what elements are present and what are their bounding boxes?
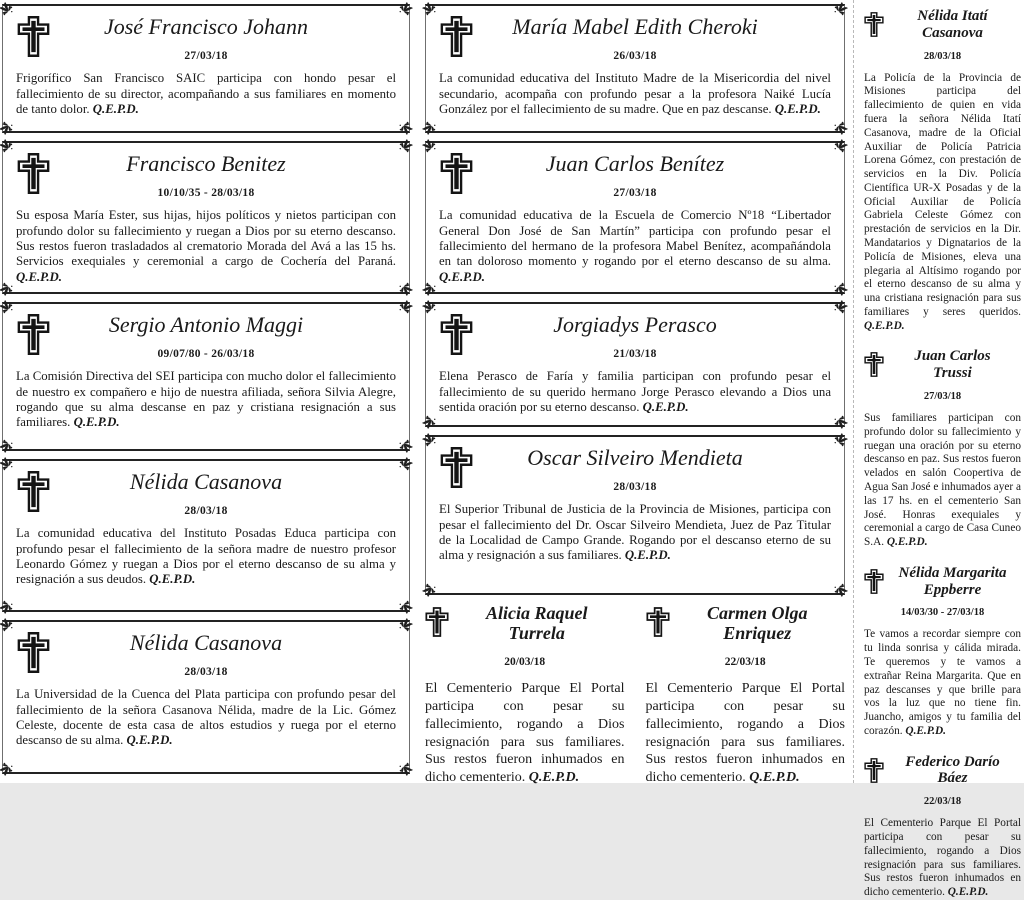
notice-text: La comunidad educativa de la Escuela de Comercio Nº18 “Libertador General Don José de San Martín” participa con profundo pesar el fallecimiento del hermano de la profesora Mabel Benítez, acompañándola en tan doloroso momento y rogando por el eterno descanso de su alma. xyxy=(439,208,831,269)
cross-icon xyxy=(440,152,473,195)
corner-ornament-icon xyxy=(422,433,439,450)
cross-icon xyxy=(17,470,50,513)
qepd-label: Q.E.P.D. xyxy=(905,724,946,737)
notice-body xyxy=(646,680,846,787)
qepd-label: Q.E.P.D. xyxy=(947,886,989,899)
death-date: 20/03/18 xyxy=(504,656,546,669)
cross-icon xyxy=(425,606,449,638)
corner-ornament-icon xyxy=(0,759,16,776)
cross-icon xyxy=(17,15,50,58)
obituary-notice xyxy=(425,4,845,133)
qepd-label: Q.E.P.D. xyxy=(126,733,173,748)
deceased-name xyxy=(884,348,1021,382)
obituary-notice xyxy=(864,8,1021,333)
qepd-label: Q.E.P.D. xyxy=(528,770,580,786)
name-line: Alicia Raquel xyxy=(485,603,588,623)
obituary-notice xyxy=(425,435,845,595)
notice-body xyxy=(3,71,409,117)
corner-ornament-icon xyxy=(422,118,439,135)
notice-header xyxy=(864,8,1021,42)
corner-ornament-icon xyxy=(396,597,413,614)
qepd-label: Q.E.P.D. xyxy=(642,399,689,414)
cross-icon xyxy=(17,152,50,195)
notice-text: La comunidad educativa del Instituto Madre de la Misericordia del nivel secundario, acompaña con profundo pesar a la profesora Naiké Lucía González por el fallecimiento de su madre. Que en paz descanse. xyxy=(439,71,831,116)
corner-ornament-icon xyxy=(0,618,16,635)
deceased-name: Sergio Antonio Maggi xyxy=(108,312,304,337)
column-left xyxy=(2,4,410,782)
bottom-middle-row xyxy=(425,603,845,803)
notice-header xyxy=(425,603,625,643)
death-date: 09/07/80 - 26/03/18 xyxy=(157,348,255,361)
notice-header xyxy=(864,565,1021,599)
death-date: 14/03/30 - 27/03/18 xyxy=(900,607,985,619)
corner-ornament-icon xyxy=(831,300,848,317)
notice-body xyxy=(864,628,1021,738)
notice-body xyxy=(864,72,1021,334)
corner-ornament-icon xyxy=(422,2,439,19)
notice-body xyxy=(426,71,844,117)
corner-ornament-icon xyxy=(0,436,16,453)
corner-ornament-icon xyxy=(396,139,413,156)
notice-header xyxy=(646,603,846,643)
obituary-notice xyxy=(2,459,410,612)
cross-icon xyxy=(864,11,884,38)
cross-icon xyxy=(440,313,473,356)
qepd-label: Q.E.P.D. xyxy=(749,770,800,786)
name-line: Eppberre xyxy=(923,581,982,598)
corner-ornament-icon xyxy=(831,118,848,135)
column-middle xyxy=(425,4,845,803)
corner-ornament-icon xyxy=(0,2,16,19)
corner-ornament-icon xyxy=(396,436,413,453)
notice-text: La Universidad de la Cuenca del Plata participa con profundo pesar del fallecimiento de la señora Casanova Nélida, madre de la Lic. Gómez Celeste, docente de esta casa de altos estudios y ruega por el eterno descanso de su alma. xyxy=(16,687,396,748)
death-date: 10/10/35 - 28/03/18 xyxy=(157,187,255,200)
cross-icon xyxy=(646,606,670,638)
corner-ornament-icon xyxy=(831,433,848,450)
name-line: Federico Darío xyxy=(905,753,1000,770)
notice-text: Su esposa María Ester, sus hijas, hijos políticos y nietos participan con profundo dolor su fallecimiento y ruegan a Dios por su eterno descanso. Sus restos fueron trasladados al crematorio Morada del Avá a las 15 hs. Servicios exequiales y ceremonial a cargo de Cochería del Paraná. xyxy=(16,208,396,269)
cross-icon xyxy=(440,15,473,58)
qepd-label: Q.E.P.D. xyxy=(774,101,821,116)
deceased-name: Juan Carlos Benítez xyxy=(545,151,725,176)
notice-text: La Policía de la Provincia de Misiones participa del fallecimiento de quien en vida fuera la señora Nélida Itatí Casanova, madre de la Oficial Auxiliar de Policía Patricia Lorena Gómez, con prestación de servicios en la Div. Policía Científica UR-X Posadas y de la Oficial Auxiliar de Policía Gabriela Celeste Gómez con prestación de servicios en la Dir. Mandatarios y Dignatarios de la Policía de Misiones, eleva una plegaria al Altísimo rogando por el eterno descanso de su alma y una cristiana resignación para sus familiares y seres queridos. xyxy=(864,71,1021,318)
cross-icon xyxy=(864,351,884,378)
qepd-label: Q.E.P.D. xyxy=(92,101,139,116)
corner-ornament-icon xyxy=(0,597,16,614)
obituary-notice xyxy=(2,141,410,294)
death-date: 28/03/18 xyxy=(613,481,657,494)
death-date: 22/03/18 xyxy=(724,656,766,669)
notice-text: La Comisión Directiva del SEI participa con mucho dolor el fallecimiento de nuestro ex compañero e hijo de nuestra afiliada, señora Silvia Alegre, rogando que su alma descanse en paz y cristiana resignación a sus familiares. xyxy=(16,369,396,430)
notice-header xyxy=(864,754,1021,788)
corner-ornament-icon xyxy=(0,118,16,135)
qepd-label: Q.E.P.D. xyxy=(439,269,485,284)
notice-text: El Cementerio Parque El Portal participa con pesar su fallecimiento, rogando a Dios resignación para sus familiares. Sus restos fueron inhumados en dicho cementerio. xyxy=(645,681,845,786)
death-date: 28/03/18 xyxy=(184,666,228,679)
qepd-label: Q.E.P.D. xyxy=(73,415,120,430)
obituary-notice xyxy=(864,348,1021,549)
obituary-notice xyxy=(646,603,846,787)
notice-text: Frigorífico San Francisco SAIC participa con hondo pesar el fallecimiento de su director, acompañando a sus familiares en momento de tanto dolor. xyxy=(16,71,396,116)
obituary-notice xyxy=(864,754,1021,900)
qepd-label: Q.E.P.D. xyxy=(16,269,62,284)
corner-ornament-icon xyxy=(0,457,16,474)
corner-ornament-icon xyxy=(0,139,16,156)
corner-ornament-icon xyxy=(831,580,848,597)
notice-body xyxy=(426,502,844,563)
deceased-name: Jorgiadys Perasco xyxy=(553,312,717,337)
obituary-notice xyxy=(2,4,410,133)
qepd-label: Q.E.P.D. xyxy=(864,319,905,332)
notice-text: La comunidad educativa del Instituto Posadas Educa participa con profundo pesar el fallecimiento de la señora madre de nuestro profesor Leonardo Gómez y ruegan a Dios por el eterno descanso de su alma y resignación a sus deudos. xyxy=(16,526,396,587)
deceased-name xyxy=(884,565,1021,599)
corner-ornament-icon xyxy=(831,139,848,156)
cross-icon xyxy=(864,757,884,784)
death-date: 28/03/18 xyxy=(184,505,228,518)
obituary-notice xyxy=(864,565,1021,739)
notice-header xyxy=(864,348,1021,382)
notice-body xyxy=(3,526,409,587)
cross-icon xyxy=(440,446,473,489)
deceased-name xyxy=(449,603,625,643)
qepd-label: Q.E.P.D. xyxy=(149,572,196,587)
death-date: 21/03/18 xyxy=(613,348,657,361)
death-date: 28/03/18 xyxy=(923,50,962,62)
name-line: Trussi xyxy=(933,365,972,382)
notice-text: El Cementerio Parque El Portal participa con pesar su fallecimiento, rogando a Dios resignación para sus familiares. Sus restos fueron inhumados en dicho cementerio. xyxy=(425,681,625,786)
notice-body xyxy=(3,208,409,285)
deceased-name: Francisco Benitez xyxy=(126,151,286,176)
notice-body xyxy=(3,369,409,430)
name-line: Báez xyxy=(937,770,968,787)
death-date: 27/03/18 xyxy=(613,187,657,200)
name-line: Nélida Itatí xyxy=(917,8,988,24)
death-date: 27/03/18 xyxy=(184,50,228,63)
corner-ornament-icon xyxy=(396,300,413,317)
corner-ornament-icon xyxy=(396,2,413,19)
notice-body xyxy=(426,369,844,415)
death-date: 27/03/18 xyxy=(923,391,962,403)
notice-text: Te vamos a recordar siempre con tu linda sonrisa y cálida mirada. Te queremos y te vamos a extrañar Reina Margarita. Que en paz descanses y que brille para vos la luz que no tiene fin. Juancho, amigos y tu familia del corazón. xyxy=(864,628,1021,737)
notice-body xyxy=(426,208,844,285)
name-line: Juan Carlos xyxy=(914,348,991,365)
column-right xyxy=(853,0,1024,899)
notice-body xyxy=(3,687,409,748)
cross-icon xyxy=(17,313,50,356)
cross-icon xyxy=(864,568,884,595)
qepd-label: Q.E.P.D. xyxy=(886,536,928,549)
corner-ornament-icon xyxy=(422,139,439,156)
death-date: 22/03/18 xyxy=(923,796,962,808)
corner-ornament-icon xyxy=(396,118,413,135)
notice-body xyxy=(864,412,1021,550)
corner-ornament-icon xyxy=(422,580,439,597)
notice-body xyxy=(864,817,1021,900)
name-line: Enriquez xyxy=(723,623,792,644)
corner-ornament-icon xyxy=(831,2,848,19)
deceased-name xyxy=(884,754,1021,788)
name-line: Turrela xyxy=(508,623,565,644)
obituary-notice xyxy=(425,302,845,427)
deceased-name: José Francisco Johann xyxy=(103,14,309,39)
corner-ornament-icon xyxy=(0,300,16,317)
deceased-name: María Mabel Edith Cheroki xyxy=(512,14,758,39)
corner-ornament-icon xyxy=(422,300,439,317)
death-date: 26/03/18 xyxy=(613,50,657,63)
qepd-label: Q.E.P.D. xyxy=(624,548,671,563)
deceased-name: Nélida Casanova xyxy=(129,630,283,655)
obituary-notice xyxy=(425,141,845,294)
corner-ornament-icon xyxy=(396,618,413,635)
cross-icon xyxy=(17,631,50,674)
notice-text: Elena Perasco de Faría y familia participan con profundo pesar el fallecimiento de su querido hermano Jorge Perasco elevando a Dios una sentida oración por su eterno descanso. xyxy=(439,369,831,414)
notice-text: El Superior Tribunal de Justicia de la Provincia de Misiones, participa con pesar el fallecimiento del Dr. Oscar Silveiro Mendieta, Juez de Paz Titular de la Localidad de Campo Grande. Rogando por el descanso eterno de su alma y resignación a sus familiares. xyxy=(439,502,831,563)
deceased-name xyxy=(884,8,1021,42)
obituary-notice xyxy=(2,302,410,451)
name-line: Casanova xyxy=(922,24,983,41)
deceased-name: Oscar Silveiro Mendieta xyxy=(527,445,743,470)
notice-text: El Cementerio Parque El Portal participa con pesar su fallecimiento, rogando a Dios resignación para sus familiares. Sus restos fueron inhumados en dicho cementerio. xyxy=(864,817,1021,899)
deceased-name xyxy=(670,603,846,643)
notice-text: Sus familiares participan con profundo dolor su fallecimiento y ruegan una oración por su eterno descanso en paz. Sus restos fueron velados en salón Coopertiva de Agua San José e inhumados ayer a las 17 hs. en el cementerio San José. Honras exequiales y ceremonial a cargo de Casa Cuneo S.A. xyxy=(864,412,1021,549)
name-line: Carmen Olga xyxy=(706,603,808,623)
corner-ornament-icon xyxy=(396,457,413,474)
notice-body xyxy=(425,680,625,787)
name-line: Nélida Margarita xyxy=(898,564,1007,581)
corner-ornament-icon xyxy=(396,759,413,776)
obituary-notice xyxy=(2,620,410,774)
obituary-notice xyxy=(425,603,625,787)
deceased-name: Nélida Casanova xyxy=(129,469,283,494)
